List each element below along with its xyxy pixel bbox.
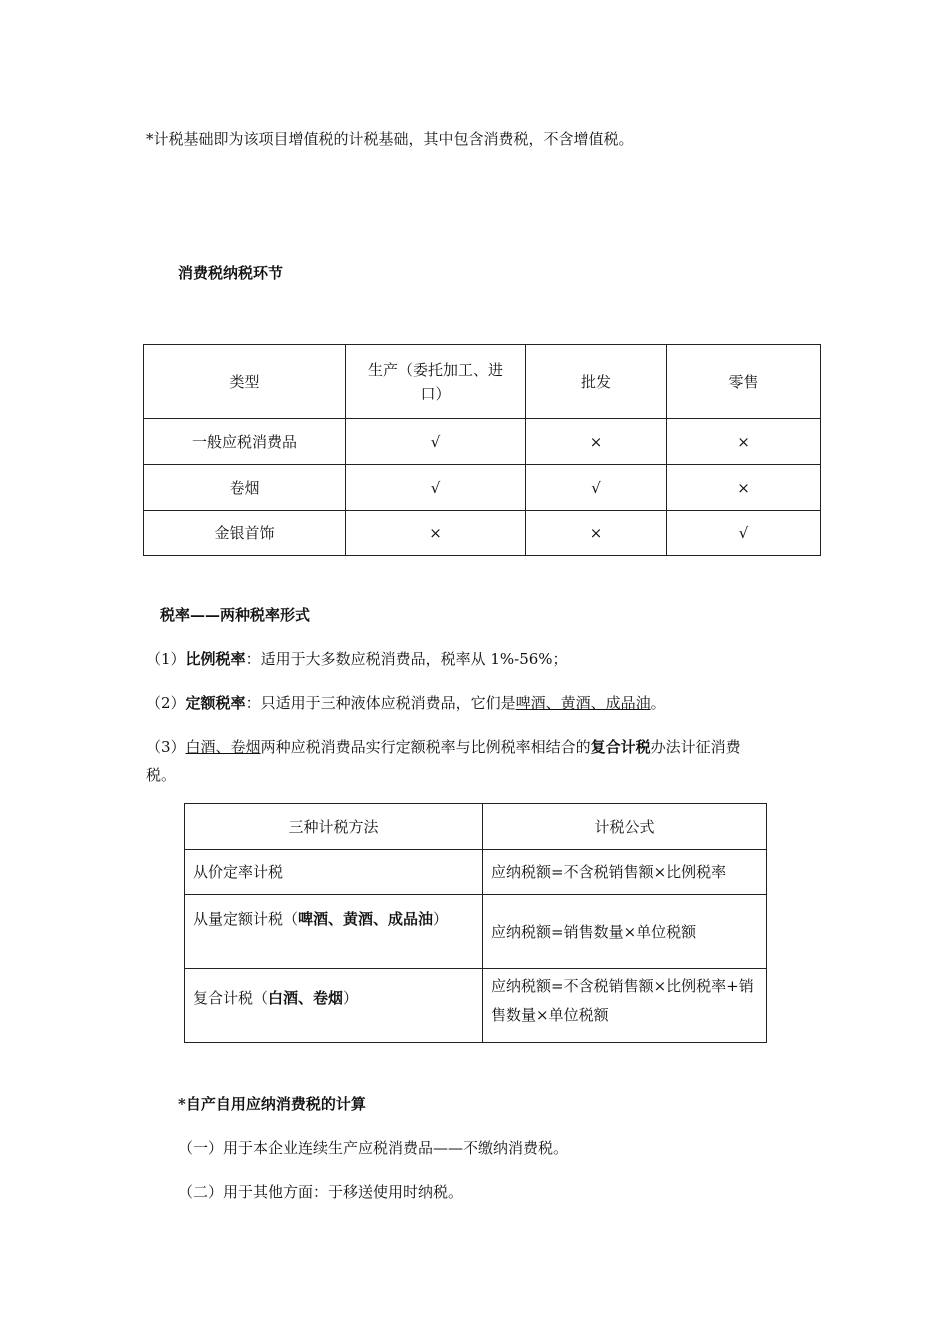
method-cell: 从量定额计税（啤酒、黄酒、成品油） — [185, 895, 483, 969]
formula-cell: 应纳税额=销售数量×单位税额 — [483, 895, 767, 969]
header-cell: 三种计税方法 — [185, 804, 483, 850]
table-cell: √ — [526, 465, 667, 511]
table-cell: √ — [346, 419, 526, 465]
table-cell: × — [346, 511, 526, 556]
method-cell: 从价定率计税 — [185, 850, 483, 895]
header-cell: 批发 — [526, 345, 667, 419]
table-row — [144, 419, 821, 465]
note-text: *计税基础即为该项目增值税的计税基础，其中包含消费税，不含增值税。 — [146, 130, 634, 148]
formula-cell: 应纳税额=不含税销售额×比例税率+销售数量×单位税额 — [483, 969, 767, 1043]
formula-cell: 应纳税额=不含税销售额×比例税率 — [483, 850, 767, 895]
rate-item-1: （1）比例税率：适用于大多数应税消费品，税率从 1%-56%； — [146, 650, 568, 668]
table-cell: √ — [667, 511, 821, 556]
tax-links-table — [143, 344, 821, 556]
table-cell: × — [526, 419, 667, 465]
table-cell: × — [667, 419, 821, 465]
table-row — [144, 511, 821, 556]
header-cell: 类型 — [144, 345, 346, 419]
self-use-item: （二）用于其他方面：于移送使用时纳税。 — [178, 1183, 464, 1201]
table-row — [144, 465, 821, 511]
section-title-self-use: *自产自用应纳消费税的计算 — [178, 1095, 366, 1113]
table-row — [185, 895, 767, 969]
rate-item-2: （2）定额税率：只适用于三种液体应税消费品，它们是啤酒、黄酒、成品油。 — [146, 694, 666, 712]
method-cell: 复合计税（白酒、卷烟） — [185, 969, 483, 1043]
table-cell: 金银首饰 — [144, 511, 346, 556]
table-header-row — [144, 345, 821, 419]
table-row — [185, 969, 767, 1043]
table-cell: 一般应税消费品 — [144, 419, 346, 465]
rate-item-3: （3）白酒、卷烟两种应税消费品实行定额税率与比例税率相结合的复合计税办法计征消费 — [146, 738, 741, 756]
tax-methods-table — [184, 803, 767, 1043]
section-title-tax-rates: 税率——两种税率形式 — [160, 606, 311, 624]
table-cell: √ — [346, 465, 526, 511]
rate-item-3-continuation: 税。 — [146, 766, 177, 784]
table-row — [185, 850, 767, 895]
table-cell: × — [667, 465, 821, 511]
header-cell: 计税公式 — [483, 804, 767, 850]
table-cell: × — [526, 511, 667, 556]
self-use-item: （一）用于本企业连续生产应税消费品——不缴纳消费税。 — [178, 1139, 569, 1157]
table-header-row — [185, 804, 767, 850]
table-cell: 卷烟 — [144, 465, 346, 511]
header-cell: 零售 — [667, 345, 821, 419]
header-cell: 生产（委托加工、进口） — [346, 345, 526, 419]
section-title-tax-links: 消费税纳税环节 — [178, 264, 284, 282]
